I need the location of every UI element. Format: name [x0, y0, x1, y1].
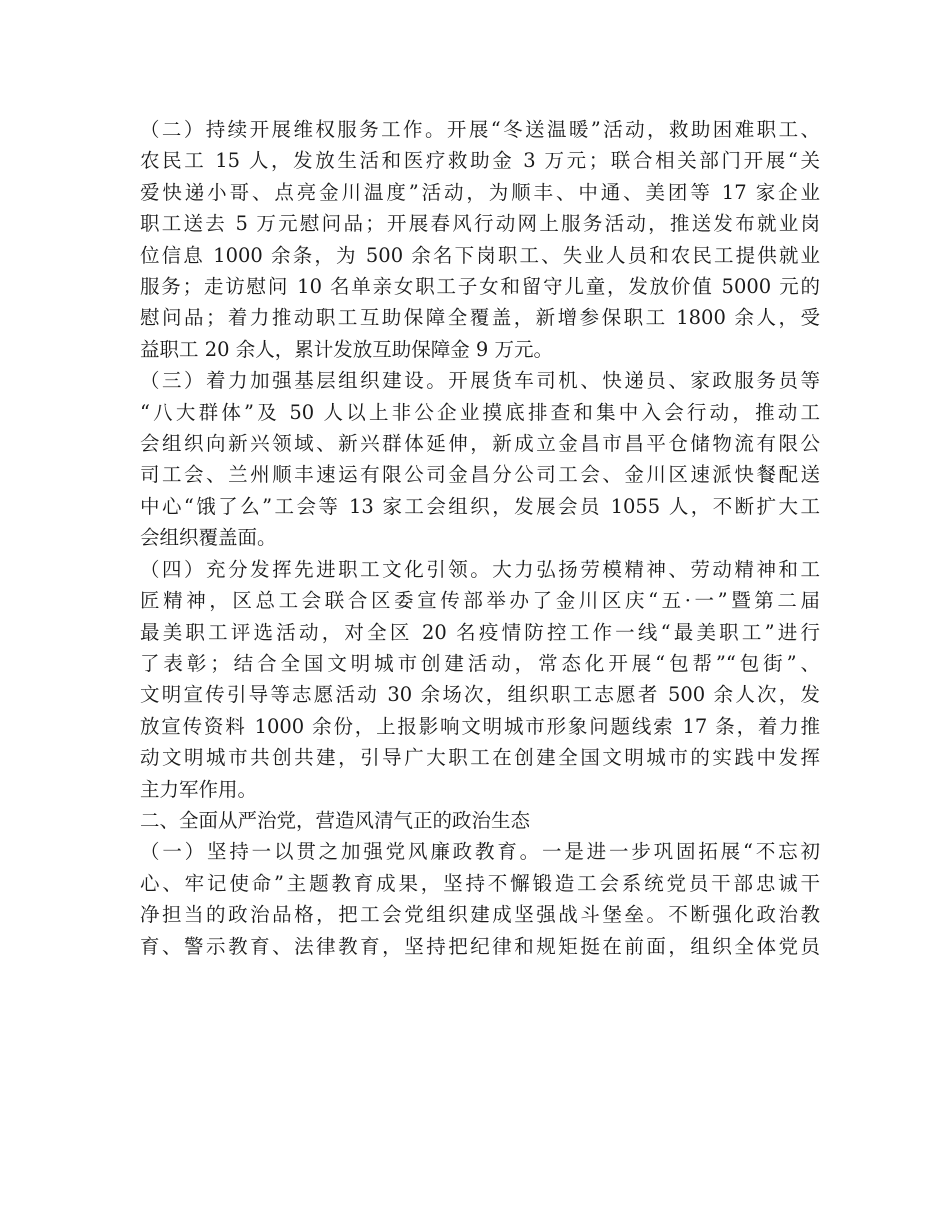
text-line: 中心“饿了么”工会等 13 家工会组织，发展会员 1055 人，不断扩大工 — [140, 494, 820, 518]
text-line: 服务；走访慰问 10 名单亲女职工子女和留守儿童，发放价值 5000 元的 — [140, 275, 820, 299]
text-line: 文明宣传引导等志愿活动 30 余场次，组织职工志愿者 500 余人次，发 — [140, 683, 820, 707]
text-line: 农民工 15 人，发放生活和医疗救助金 3 万元；联合相关部门开展“关 — [140, 149, 820, 173]
text-line: 育、警示教育、法律教育，坚持把纪律和规矩挺在前面，组织全体党员 — [140, 934, 820, 958]
text-line: 会组织向新兴领域、新兴群体延伸，新成立金昌市昌平仓储物流有限公 — [140, 432, 820, 456]
text-line: 放宣传资料 1000 余份，上报影响文明城市形象问题线索 17 条，着力推 — [140, 714, 820, 738]
text-line: 慰问品；着力推动职工互助保障全覆盖，新增参保职工 1800 余人，受 — [140, 306, 820, 330]
text-line: 净担当的政治品格，把工会党组织建成坚强战斗堡垒。不断强化政治教 — [140, 903, 820, 927]
text-line: （四）充分发挥先进职工文化引领。大力弘扬劳模精神、劳动精神和工 — [140, 557, 820, 581]
text-line: （三）着力加强基层组织建设。开展货车司机、快递员、家政服务员等 — [140, 369, 820, 393]
section-heading: 二、全面从严治党，营造风清气正的政治生态 — [140, 808, 531, 832]
document-body — [140, 114, 820, 962]
text-line: （一）坚持一以贯之加强党风廉政教育。一是进一步巩固拓展“不忘初 — [140, 840, 820, 864]
text-line: 动文明城市共创共建，引导广大职工在创建全国文明城市的实践中发挥 — [140, 746, 820, 770]
text-line: 益职工 20 余人，累计发放互助保障金 9 万元。 — [140, 337, 554, 361]
text-line: 会组织覆盖面。 — [140, 526, 277, 550]
text-line: 匠精神，区总工会联合区委宣传部举办了金川区庆“五·一”暨第二届 — [140, 589, 820, 613]
text-line: 位信息 1000 余条，为 500 余名下岗职工、失业人员和农民工提供就业 — [140, 243, 820, 267]
text-line: “八大群体”及 50 人以上非公企业摸底排查和集中入会行动，推动工 — [140, 400, 820, 424]
text-line: 主力军作用。 — [140, 777, 258, 801]
text-line: 职工送去 5 万元慰问品；开展春风行动网上服务活动，推送发布就业岗 — [140, 212, 820, 236]
text-line: 心、牢记使命”主题教育成果，坚持不懈锻造工会系统党员干部忠诚干 — [140, 871, 820, 895]
text-line: 最美职工评选活动，对全区 20 名疫情防控工作一线“最美职工”进行 — [140, 620, 820, 644]
text-line: 爱快递小哥、点亮金川温度”活动，为顺丰、中通、美团等 17 家企业 — [140, 180, 820, 204]
text-line: （二）持续开展维权服务工作。开展“冬送温暖”活动，救助困难职工、 — [140, 118, 820, 141]
text-line: 司工会、兰州顺丰速运有限公司金昌分公司工会、金川区速派快餐配送 — [140, 463, 820, 487]
text-line: 了表彰；结合全国文明城市创建活动，常态化开展“包帮”“包街”、 — [140, 651, 820, 675]
